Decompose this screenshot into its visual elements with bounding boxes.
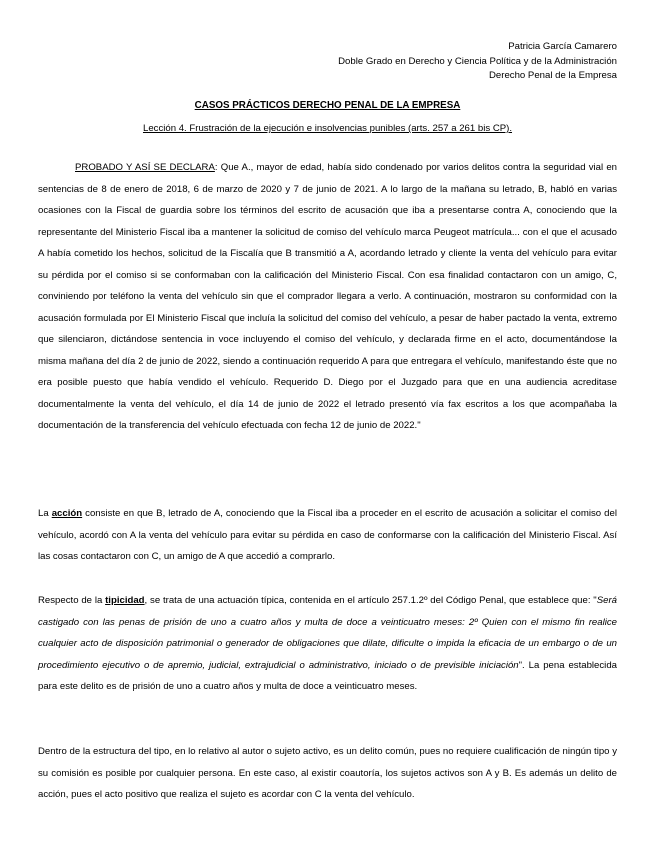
author-name: Patricia García Camarero [508,41,617,52]
facts-text: : Que A., mayor de edad, había sido condenado por varios delitos contra la seguridad vial en sentencias de 8 de enero de 2018, 6 de marzo de 2020 y 7 de junio de 2021. A lo largo de la mañana su letrado, B, habló en varias ocasiones con la Fiscal de guardia sobre los términos del escrito de acusación que iba a presentarse contra A, conociendo que la representante del Ministerio Fiscal iba a mantener la solicitud de comiso del vehículo marca Peugeot matrícula... con el que el acusado A había cometido los hechos, solicitud de la Fiscalía que B transmitió a A, acordando letrado y cliente la venta del vehículo para evitar su pérdida por el comiso si se conformaban con la calificación del Ministerio Fiscal. Con esa finalidad contactaron con un amigo, C, conviniendo por teléfono la venta del vehículo sin que el comprador llegara a verlo. A continuación, mostraron su conformidad con la acusación formulada por El Ministerio Fiscal que incluía la solicitud del comiso del vehículo, a pesar de haber pactado la venta, extremo que silenciaron, dictándose sentencia in voce incluyendo el comiso del vehículo, y declarada firme en el acto, documentándose la misma mañana del día 2 de junio de 2022, siendo a continuación requerido A para que entregara el vehículo, manifestando éste que no era posible puesto que había vendido el vehículo. Requerido D. Diego por el Juzgado para que en una audiencia acreditase documentalmente la venta del vehículo, el día 14 de junio de 2022 el letrado presentó vía fax escritos a los que acompañaba la documentación de la transferencia del vehículo efectuada con fecha 12 de junio de 2022." [38,162,617,431]
action-paragraph [38,503,617,568]
typicity-quote: Será castigado con las penas de prisión de uno a cuatro años y multa de doce a veinticuatro meses: 2º Quien con el mismo fin realice cualquier acto de disposición patrimonial o generador de obligaciones que dilate, dificulte o impida la eficacia de un embargo o de un procedimiento ejecutivo o de apremio, judicial, extrajudicial o administrativo, iniciado o de previsible iniciación [38,595,617,671]
typicity-term: tipicidad [105,595,145,606]
degree-name: Doble Grado en Derecho y Ciencia Política y de la Administración [338,55,617,67]
subject-paragraph: Dentro de la estructura del tipo, en lo relativo al autor o sujeto activo, es un delito común, pues no requiere cualificación de ningún tipo y su comisión es posible por cualquier persona. En este caso, al existir coautoría, los sujetos activos son A y B. Es además un delito de acción, pues el acto positivo que realiza el sujeto es acordar con C la venta del vehículo. [38,746,617,800]
facts-lead: PROBADO Y ASÍ SE DECLARA [75,162,215,173]
action-text: consiste en que B, letrado de A, conociendo que la Fiscal iba a proceder en el escrito de acusación a solicitar el comiso del vehículo, acordó con A la venta del vehículo para evitar su pérdida en caso de conformarse con la calificación del Ministerio Fiscal. Así las cosas contactaron con C, un amigo de A que accedió a comprarlo. [38,508,617,562]
typicity-paragraph [38,590,617,698]
course-name: Derecho Penal de la Empresa [489,70,617,81]
typicity-text2: ". La pena establecida para este delito es de prisión de uno a cuatro años y multa de doce a veinticuatro meses. [38,659,617,692]
lesson-title: Lección 4. Frustración de la ejecución e insolvencias punibles (arts. 257 a 261 bis CP). [142,123,513,134]
facts-paragraph [38,157,617,437]
action-pre: La [38,508,52,519]
document-header [338,40,617,84]
typicity-pre: Respecto de la [38,595,106,606]
document-title: CASOS PRÁCTICOS DERECHO PENAL DE LA EMPRESA [194,100,461,111]
action-term: acción [51,508,83,519]
typicity-text1: , se trata de una actuación típica, contenida en el artículo 257.1.2º del Código Penal, que establece que: " [144,595,597,606]
